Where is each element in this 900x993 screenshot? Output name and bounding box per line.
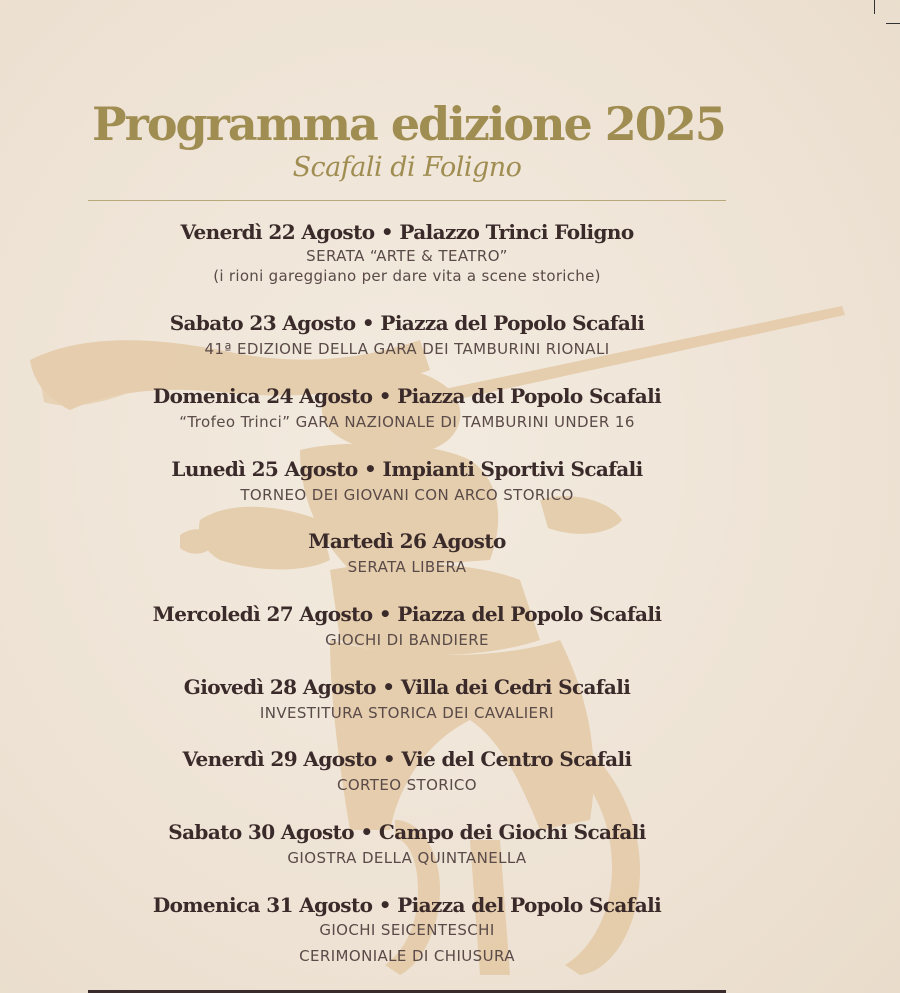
- event-title: Domenica 24 Agosto • Piazza del Popolo Scafali: [152, 384, 662, 408]
- event-title: Martedì 26 Agosto: [308, 529, 506, 553]
- event-item: [88, 383, 726, 432]
- page-title: Programma edizione 2025: [92, 97, 725, 151]
- event-description: GIOCHI DI BANDIERE: [325, 631, 489, 649]
- event-description: CERIMONIALE DI CHIUSURA: [299, 947, 515, 965]
- event-description: GIOCHI SEICENTESCHI: [319, 921, 495, 939]
- event-item: [88, 746, 726, 795]
- event-item: [88, 892, 726, 966]
- event-title: Lunedì 25 Agosto • Impianti Sportivi Scafali: [171, 457, 643, 481]
- event-item: [88, 601, 726, 650]
- event-description: SERATA “ARTE & TEATRO”: [306, 247, 508, 265]
- event-title: Giovedì 28 Agosto • Villa dei Cedri Scafali: [183, 675, 631, 699]
- event-item: [88, 456, 726, 505]
- page-subtitle: Scafali di Foligno: [292, 152, 522, 183]
- event-title: Venerdì 22 Agosto • Palazzo Trinci Foligno: [180, 220, 634, 244]
- event-title: Domenica 31 Agosto • Piazza del Popolo Scafali: [152, 893, 662, 917]
- event-item: [88, 528, 726, 577]
- event-description: SERATA LIBERA: [347, 558, 467, 576]
- event-title: Sabato 23 Agosto • Piazza del Popolo Scafali: [169, 311, 645, 335]
- event-title: Mercoledì 27 Agosto • Piazza del Popolo Scafali: [152, 602, 662, 626]
- crop-mark-horizontal: [886, 23, 900, 24]
- event-item: [88, 310, 726, 359]
- title-divider: [88, 200, 726, 201]
- event-description: (i rioni gareggiano per dare vita a scene storiche): [213, 267, 601, 285]
- event-item: [88, 219, 726, 286]
- event-title: Venerdì 29 Agosto • Vie del Centro Scafali: [182, 747, 632, 771]
- event-description: INVESTITURA STORICA DEI CAVALIERI: [259, 704, 555, 722]
- event-item: [88, 819, 726, 868]
- event-description: 41ª EDIZIONE DELLA GARA DEI TAMBURINI RIONALI: [204, 340, 610, 358]
- event-title: Sabato 30 Agosto • Campo dei Giochi Scafali: [168, 820, 646, 844]
- event-description: CORTEO STORICO: [336, 776, 478, 794]
- event-description: “Trofeo Trinci” GARA NAZIONALE DI TAMBURINI UNDER 16: [179, 413, 635, 431]
- event-item: [88, 674, 726, 723]
- crop-mark-vertical: [874, 0, 875, 14]
- event-description: TORNEO DEI GIOVANI CON ARCO STORICO: [240, 486, 574, 504]
- event-description: GIOSTRA DELLA QUINTANELLA: [287, 849, 527, 867]
